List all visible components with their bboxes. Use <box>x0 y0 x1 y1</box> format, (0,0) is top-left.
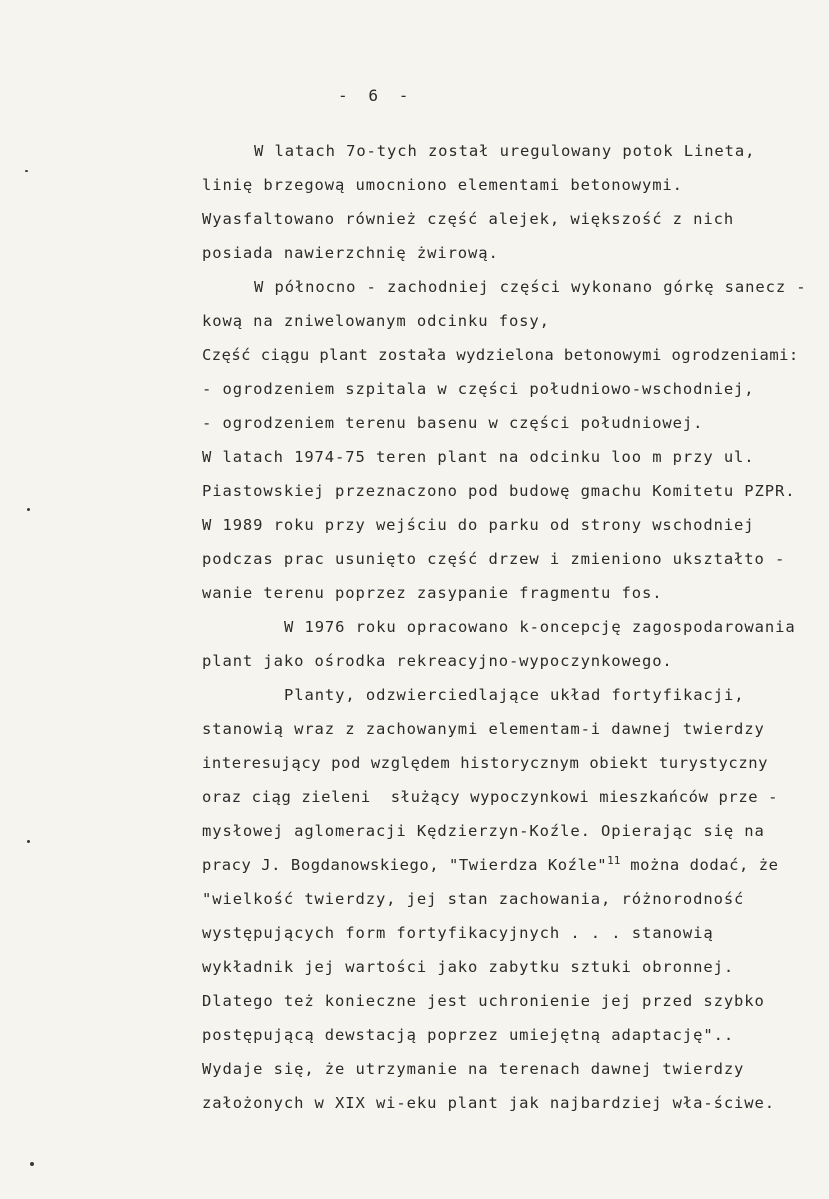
text-line: kową na zniwelowanym odcinku fosy, <box>202 312 550 330</box>
text-line: - ogrodzeniem terenu basenu w części południowej. <box>202 414 704 432</box>
scan-speck <box>27 508 30 511</box>
text-line: W północno - zachodniej części wykonano górkę sanecz - <box>254 278 807 296</box>
text-line: oraz ciąg zieleni służący wypoczynkowi mieszkańców prze - <box>202 788 779 806</box>
citation-text-continued: można dodać, że <box>630 856 779 874</box>
text-line: W latach 1974-75 teren plant na odcinku loo m przy ul. <box>202 448 755 466</box>
text-line: Wyasfaltowano również część alejek, większość z nich <box>202 210 735 228</box>
text-line: Dlatego też konieczne jest uchronienie jej przed szybko <box>202 992 765 1010</box>
scan-speck <box>30 1162 34 1166</box>
text-line: plant jako ośrodka rekreacyjno-wypoczynkowego. <box>202 652 673 670</box>
text-line: występujących form fortyfikacyjnych . . . stanowią <box>202 924 714 942</box>
text-line: posiada nawierzchnię żwirową. <box>202 244 499 262</box>
text-line: W 1989 roku przy wejściu do parku od strony wschodniej <box>202 516 755 534</box>
text-line: W latach 7o-tych został uregulowany potok Lineta, <box>254 142 756 160</box>
citation-text: pracy J. Bogdanowskiego, "Twierdza Koźle" <box>202 856 608 874</box>
text-line <box>202 855 779 875</box>
text-line: - ogrodzeniem szpitala w części południowo-wschodniej, <box>202 380 755 398</box>
text-line: wykładnik jej wartości jako zabytku sztuki obronnej. <box>202 958 735 976</box>
text-line: mysłowej aglomeracji Kędzierzyn-Koźle. Opierając się na <box>202 822 765 840</box>
text-line: Planty, odzwierciedlające układ fortyfikacji, <box>284 686 745 704</box>
text-line: linię brzegową umocniono elementami betonowymi. <box>202 176 683 194</box>
text-line: założonych w XIX wi-eku plant jak najbardziej wła-ściwe. <box>202 1094 775 1112</box>
scan-speck <box>27 840 30 843</box>
text-line: "wielkość twierdzy, jej stan zachowania, różnorodność <box>202 890 745 908</box>
text-line: Wydaje się, że utrzymanie na terenach dawnej twierdzy <box>202 1060 745 1078</box>
text-line: wanie terenu poprzez zasypanie fragmentu fos. <box>202 584 663 602</box>
text-line: Piastowskiej przeznaczono pod budowę gmachu Komitetu PZPR. <box>202 482 796 500</box>
scan-speck <box>25 170 28 172</box>
text-line: podczas prac usunięto część drzew i zmieniono ukształto - <box>202 550 786 568</box>
footnote-marker: 11 <box>607 853 621 867</box>
text-line: interesujący pod względem historycznym obiekt turystyczny <box>202 754 769 772</box>
text-line: W 1976 roku opracowano k-oncepcję zagospodarowania <box>284 618 796 636</box>
text-line: postępującą dewstacją poprzez umiejętną adaptację".. <box>202 1026 735 1044</box>
text-line: stanowią wraz z zachowanymi elementam-i dawnej twierdzy <box>202 720 765 738</box>
text-line: Część ciągu plant została wydzielona betonowymi ogrodzeniami: <box>202 346 799 364</box>
page-number: - 6 - <box>338 86 409 105</box>
